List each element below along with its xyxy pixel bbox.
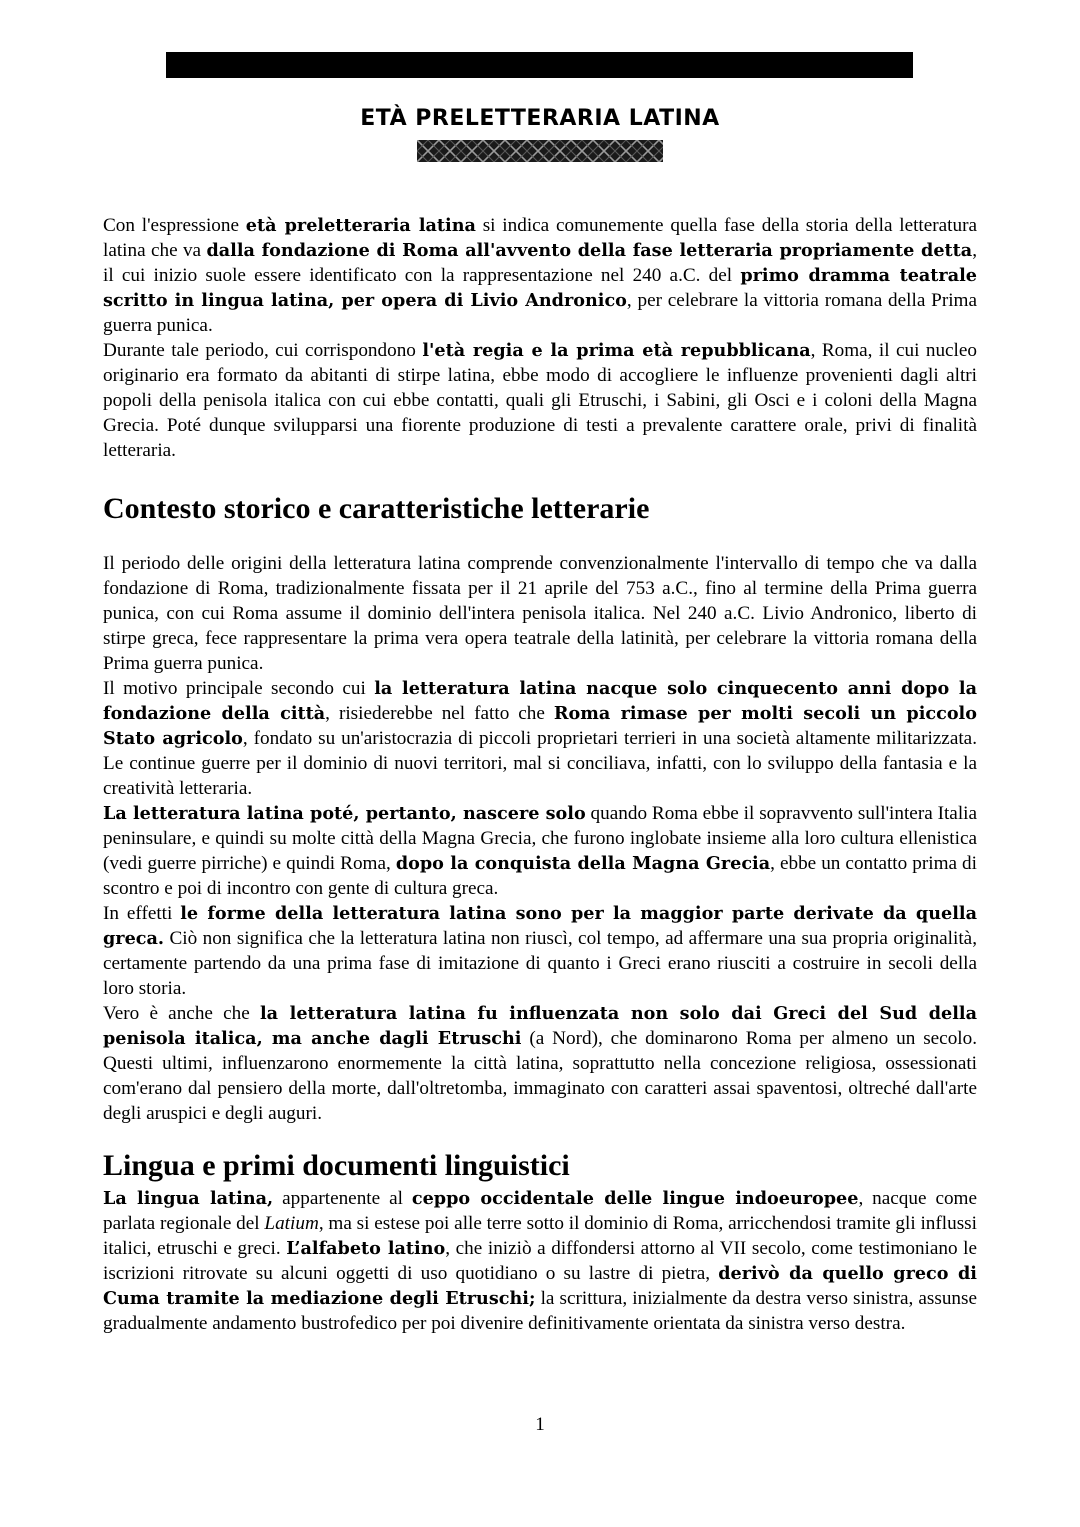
paragraph [103,1186,977,1336]
text-run: , per celebrare la vittoria romana della Prima guerra punica. [103,290,977,336]
bold-text: Roma rimase per molti secoli un piccolo Stato agricolo [103,703,977,749]
text-run: Con l'espressione [103,215,246,236]
text-run: , ebbe un contatto prima di scontro e poi di incontro con gente di cultura greca. [103,853,977,899]
bold-text: ceppo occidentale delle lingue indoeuropee [411,1188,859,1209]
document-body [103,213,977,1336]
paragraph [103,213,977,338]
italic-text: Latium [264,1213,319,1234]
text-run: la scrittura, inizialmente da destra verso sinistra, assunse gradualmente andamento bustrofedico per poi divenire definitivamente orientata da sinistra verso destra. [103,1288,977,1334]
text-run: (a Nord), che dominarono Roma per almeno un secolo. Questi ultimi, influenzarono enormemente la città latina, soprattutto nella concezione religiosa, ossessionati com'erano dal pensiero della morte, dall'oltretomba, immaginato con caratteri assai spaventosi, oltreché dall'arte degli aruspici e degli auguri. [103,1028,978,1124]
document-title: ETÀ PRELETTERARIA LATINA [360,106,720,131]
bold-text: la letteratura latina fu influenzata non solo dai Greci del Sud della penisola italica, ma anche dagli Etruschi [103,1003,977,1049]
paragraph [103,551,977,676]
paragraph [103,338,977,463]
intro-section [103,213,977,463]
text-run: , fondato su un'aristocrazia di piccoli proprietari terrieri in una società altamente militarizzata. Le continue guerre per il dominio di nuovi territori, mal si conciliava, infatti, con lo sviluppo della fantasia e la creatività letteraria. [103,728,977,799]
crosshatch-pattern-icon [417,140,663,162]
paragraph [103,901,977,1001]
header-black-bar [166,52,913,78]
text-run: , Roma, il cui nucleo originario era formato da abitanti di stirpe latina, ebbe modo di accogliere le influenze provenienti dagli altri popoli della penisola italica con cui ebbe contatti, quali gli Etruschi, i Sabini, gli Osci e i coloni della Magna Grecia. Poté dunque svilupparsi una fiorente produzione di testi a prevalente carattere orale, privi di finalità letteraria. [103,340,977,461]
section-context [103,551,977,1126]
paragraph [103,676,977,801]
section-heading: Lingua e primi documenti linguistici [103,1149,570,1182]
bold-text: primo dramma teatrale scritto in lingua latina, per opera di Livio Andronico [103,265,977,311]
text-run: si indica comunemente quella fase della storia della letteratura latina che va [103,215,977,261]
text-run: Il motivo principale secondo cui [103,678,375,699]
section-heading: Contesto storico e caratteristiche letterarie [103,492,650,525]
text-run: , il cui inizio suole essere identificato con la rappresentazione nel 240 a.C. del [103,240,977,286]
text-run: appartenente al [273,1188,412,1209]
bold-text: L’alfabeto latino [286,1238,446,1259]
text-run: , ma si estese poi alle terre sotto il dominio di Roma, arricchendosi tramite gli influssi italici, etruschi e greci. [103,1213,977,1259]
section-language [103,1186,977,1336]
paragraph [103,1001,977,1126]
bold-text: La lingua latina, [103,1188,274,1209]
bold-text: derivò da quello greco di Cuma tramite la mediazione degli Etruschi; [103,1263,977,1309]
text-run: Durante tale periodo, cui corrispondono [103,340,423,361]
text-run: , che iniziò a diffondersi attorno al VII secolo, come testimoniano le iscrizioni ritrovate su alcuni oggetti di uso quotidiano o su lastre di pietra, [103,1238,977,1284]
text-run: , nacque come parlata regionale del [103,1188,977,1234]
bold-text: la letteratura latina nacque solo cinquecento anni dopo la fondazione della città [103,678,978,724]
text-run: In effetti [103,903,181,924]
text-run: Il periodo delle origini della letteratura latina comprende convenzionalmente l'intervallo di tempo che va dalla fondazione di Roma, tradizionalmente fissata per il 21 aprile del 753 a.C., fino al termine della Prima guerra punica, con cui Roma assume il dominio dell'intera penisola italica. Nel 240 a.C. Livio Andronico, liberto di stirpe greca, fece rappresentare la prima vera opera teatrale della latinità, per celebrare la vittoria romana della Prima guerra punica. [103,553,977,674]
text-run: Ciò non significa che la letteratura latina non riuscì, col tempo, ad affermare una sua propria originalità, certamente partendo da una prima fase di imitazione di quanto i Greci erano riusciti a costruire in secoli della loro storia. [103,928,977,999]
text-run: , risiederebbe nel fatto che [325,703,554,724]
bold-text: le forme della letteratura latina sono per la maggior parte derivate da quella greca. [103,903,977,949]
text-run: quando Roma ebbe il sopravvento sull'intera Italia peninsulare, e quindi su molte città della Magna Grecia, che furono inglobate insieme alla loro cultura ellenistica (vedi guerre pirriche) e quindi Roma, [103,803,978,874]
decorative-pattern-strip [417,140,663,162]
text-run: Vero è anche che [103,1003,260,1024]
bold-text: dalla fondazione di Roma all'avvento della fase letteraria propriamente detta [206,240,973,261]
bold-text: La letteratura latina poté, pertanto, nascere solo [103,803,586,824]
bold-text: dopo la conquista della Magna Grecia [395,853,771,874]
bold-text: età preletteraria latina [245,215,476,236]
bold-text: l'età regia e la prima età repubblicana [422,340,811,361]
page-number: 1 [535,1414,545,1435]
paragraph [103,801,977,901]
